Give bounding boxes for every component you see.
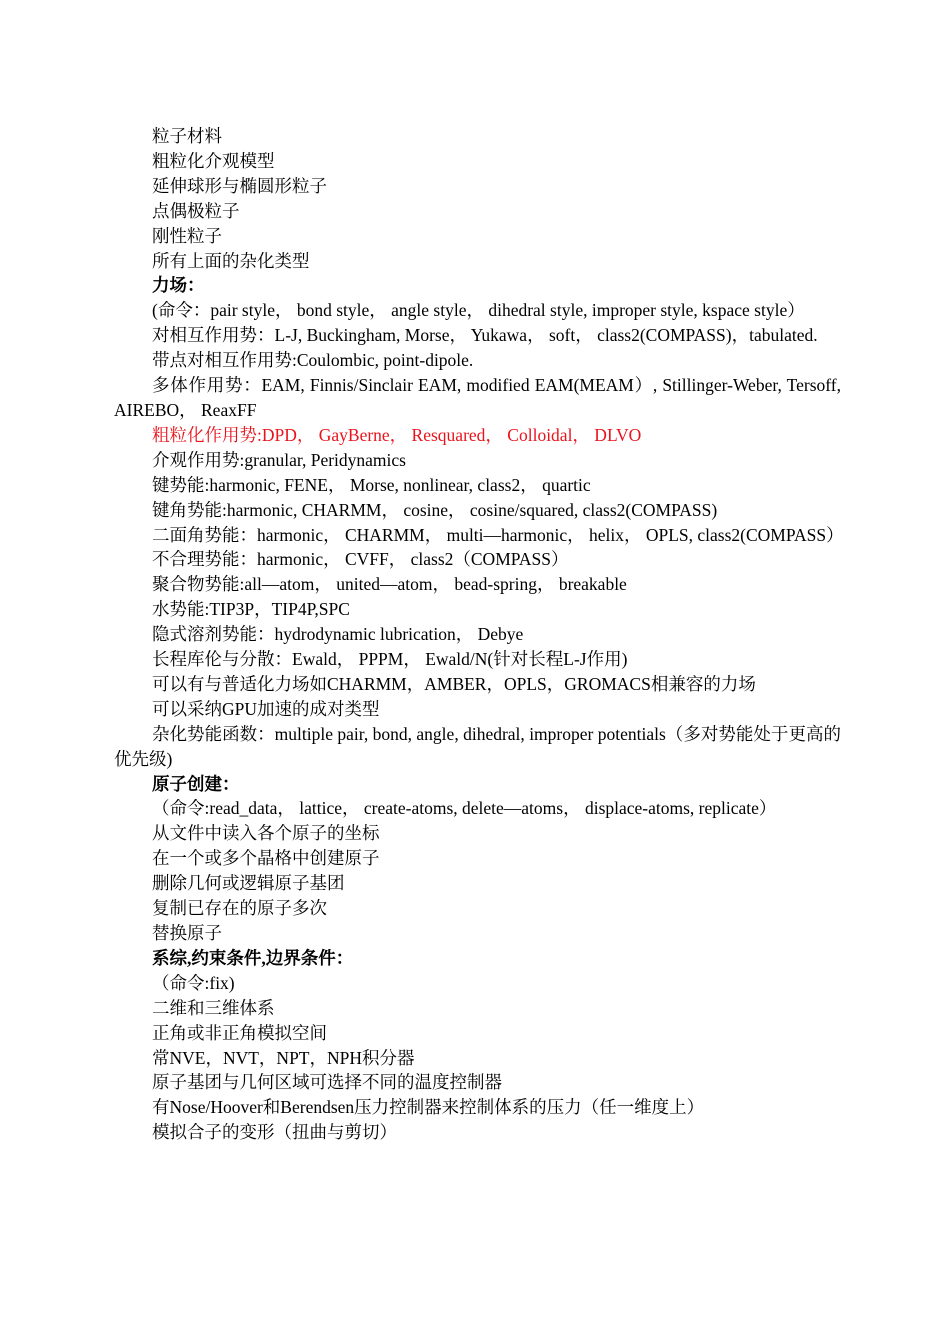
list-item: 复制已存在的原子多次 — [152, 898, 327, 919]
list-item: 聚合物势能:all—atom， united—atom， bead-spring， breakable — [152, 574, 627, 595]
list-item: 键角势能:harmonic, CHARMM， cosine， cosine/squared, class2(COMPASS) — [152, 499, 718, 520]
list-item: 粒子材料 — [152, 126, 222, 146]
list-item: 对相互作用势：L-J, Buckingham, Morse， Yukawa， soft， class2(COMPASS)，tabulated. — [152, 325, 818, 346]
list-item: 二维和三维体系 — [152, 997, 275, 1018]
list-item: 粗粒化介观模型 — [152, 150, 275, 171]
list-item: 正角或非正角模拟空间 — [152, 1022, 327, 1043]
list-item: 原子基团与几何区域可选择不同的温度控制器 — [152, 1072, 502, 1093]
command-note: （命令:read_data， lattice， create-atoms, delete—atoms， displace-atoms, replicate） — [152, 798, 777, 819]
list-item: 有Nose/Hoover和Berendsen压力控制器来控制体系的压力（任一维度上） — [152, 1097, 705, 1118]
list-item: 在一个或多个晶格中创建原子 — [152, 848, 380, 869]
list-item: 水势能:TIP3P，TIP4P,SPC — [152, 599, 350, 620]
list-item: 模拟合子的变形（扭曲与剪切） — [152, 1122, 397, 1143]
list-item: 不合理势能：harmonic， CVFF， class2（COMPASS） — [152, 549, 569, 570]
list-item: 可以有与普适化力场如CHARMM，AMBER，OPLS，GROMACS相兼容的力场 — [152, 673, 756, 694]
list-item: 删除几何或逻辑原子基团 — [152, 873, 345, 894]
list-item: 延伸球形与椭圆形粒子 — [152, 175, 327, 196]
list-item: 键势能:harmonic, FENE， Morse, nonlinear, class2， quartic — [152, 474, 591, 495]
section-heading-force-field: 力场： — [152, 275, 205, 296]
list-item: 二面角势能：harmonic， CHARMM， multi—harmonic， helix， OPLS, class2(COMPASS） — [152, 524, 844, 545]
command-note: (命令：pair style， bond style， angle style， dihedral style, improper style, kspace style） — [152, 300, 805, 321]
command-note: （命令:fix) — [152, 972, 235, 993]
list-item: 从文件中读入各个原子的坐标 — [152, 823, 380, 844]
document-body — [114, 124, 844, 1145]
section-heading-atom-creation: 原子创建： — [152, 773, 240, 794]
list-item: 隐式溶剂势能：hydrodynamic lubrication， Debye — [152, 624, 524, 645]
list-item: 介观作用势:granular, Peridynamics — [152, 449, 406, 470]
list-item: 带点对相互作用势:Coulombic, point-dipole. — [152, 350, 474, 371]
highlighted-list-item: 粗粒化作用势:DPD， GayBerne， Resquared， Colloidal， DLVO — [152, 424, 642, 445]
list-item: 刚性粒子 — [152, 225, 222, 246]
list-item: 长程库伦与分散：Ewald， PPPM， Ewald/N(针对长程L-J作用) — [152, 649, 628, 670]
list-item: 点偶极粒子 — [152, 200, 240, 221]
list-item: 所有上面的杂化类型 — [152, 250, 310, 271]
list-item: 替换原子 — [152, 923, 222, 943]
list-item: 可以采纳GPU加速的成对类型 — [152, 698, 380, 719]
list-item: 杂化势能函数：multiple pair, bond, angle, dihedral, improper potentials（多对势能处于更高的优先级) — [114, 723, 841, 769]
list-item: 多体作用势：EAM, Finnis/Sinclair EAM, modified EAM(MEAM）, Stillinger-Weber, Tersoff, AIREBO， ReaxFF — [114, 375, 841, 420]
list-item: 常NVE，NVT，NPT，NPH积分器 — [152, 1047, 415, 1068]
section-heading-ensembles: 系综,约束条件,边界条件： — [152, 947, 354, 968]
